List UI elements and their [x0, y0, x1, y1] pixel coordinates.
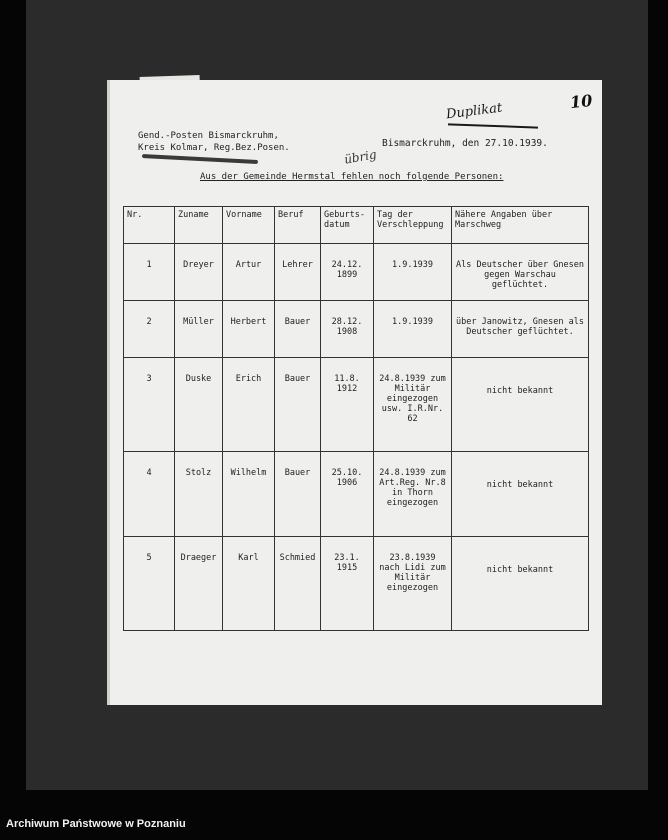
- persons-table: [123, 206, 589, 631]
- cell-verschleppung: 1.9.1939: [374, 244, 452, 301]
- cell-vorname: Herbert: [223, 301, 275, 358]
- cell-nr: 5: [124, 537, 175, 631]
- cell-angaben: nicht bekannt: [452, 537, 589, 631]
- sender-line-1: Gend.-Posten Bismarckruhm,: [138, 131, 279, 141]
- col-vorname: Vorname: [223, 207, 275, 244]
- cell-angaben: nicht bekannt: [452, 358, 589, 452]
- cell-zuname: Dreyer: [175, 244, 223, 301]
- cell-beruf: Schmied: [275, 537, 321, 631]
- col-nr: Nr.: [124, 207, 175, 244]
- cell-zuname: Duske: [175, 358, 223, 452]
- cell-zuname: Draeger: [175, 537, 223, 631]
- table-row: [124, 452, 589, 537]
- cell-vorname: Wilhelm: [223, 452, 275, 537]
- cell-angaben: über Janowitz, Gnesen als Deutscher geflüchtet.: [452, 301, 589, 358]
- table-row: [124, 358, 589, 452]
- cell-nr: 2: [124, 301, 175, 358]
- cell-nr: 1: [124, 244, 175, 301]
- cell-zuname: Müller: [175, 301, 223, 358]
- col-verschleppung: Tag der Verschleppung: [374, 207, 452, 244]
- cell-geburtsdatum: 25.10. 1906: [321, 452, 374, 537]
- cell-vorname: Artur: [223, 244, 275, 301]
- cell-angaben: nicht bekannt: [452, 452, 589, 537]
- cell-vorname: Karl: [223, 537, 275, 631]
- cell-angaben: Als Deutscher über Gnesen gegen Warschau geflüchtet.: [452, 244, 589, 301]
- handwritten-note: übrig: [343, 147, 378, 167]
- col-beruf: Beruf: [275, 207, 321, 244]
- cell-zuname: Stolz: [175, 452, 223, 537]
- cell-geburtsdatum: 23.1. 1915: [321, 537, 374, 631]
- place-date: Bismarckruhm, den 27.10.1939.: [382, 138, 548, 149]
- cell-geburtsdatum: 28.12. 1908: [321, 301, 374, 358]
- col-angaben: Nähere Angaben über Marschweg: [452, 207, 589, 244]
- cell-verschleppung: 24.8.1939 zum Art.Reg. Nr.8 in Thorn eingezogen: [374, 452, 452, 537]
- cell-beruf: Bauer: [275, 358, 321, 452]
- archive-caption: Archiwum Państwowe w Poznaniu: [6, 818, 186, 830]
- col-zuname: Zuname: [175, 207, 223, 244]
- cell-geburtsdatum: 24.12. 1899: [321, 244, 374, 301]
- cell-beruf: Bauer: [275, 301, 321, 358]
- sender-line-2: Kreis Kolmar, Reg.Bez.Posen.: [138, 143, 290, 153]
- table-header-row: [124, 207, 589, 244]
- cell-beruf: Bauer: [275, 452, 321, 537]
- cell-verschleppung: 24.8.1939 zum Militär eingezogen usw. I.R.Nr. 62: [374, 358, 452, 452]
- cell-verschleppung: 23.8.1939 nach Lidi zum Militär eingezogen: [374, 537, 452, 631]
- cell-beruf: Lehrer: [275, 244, 321, 301]
- col-geburtsdatum: Geburts-datum: [321, 207, 374, 244]
- cell-nr: 4: [124, 452, 175, 537]
- cell-verschleppung: 1.9.1939: [374, 301, 452, 358]
- table-row: [124, 244, 589, 301]
- document-heading: Aus der Gemeinde Hermstal fehlen noch folgende Personen:: [200, 172, 504, 182]
- duplicate-mark: Duplikat: [445, 100, 504, 123]
- page-number: 10: [569, 90, 594, 113]
- sender-block: [138, 130, 290, 154]
- cell-nr: 3: [124, 358, 175, 452]
- table-row: [124, 537, 589, 631]
- table-row: [124, 301, 589, 358]
- cell-vorname: Erich: [223, 358, 275, 452]
- cell-geburtsdatum: 11.8. 1912: [321, 358, 374, 452]
